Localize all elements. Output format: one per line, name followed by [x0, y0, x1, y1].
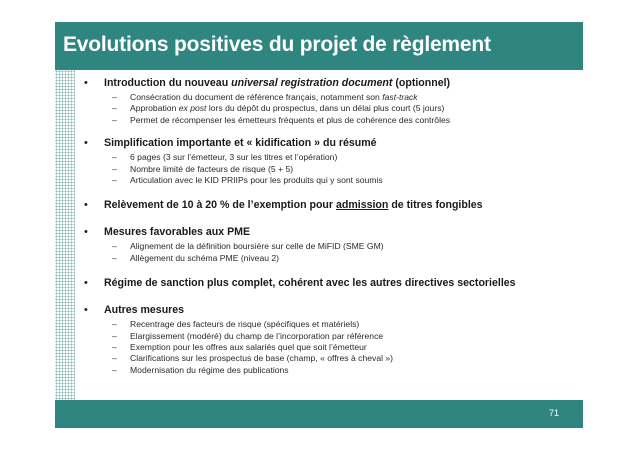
item-heading: Autres mesures: [104, 304, 185, 317]
item-heading: Régime de sanction plus complet, cohérent avec les autres directives sectorielles: [104, 277, 516, 290]
item-heading: [104, 198, 584, 213]
list-item: [84, 136, 584, 186]
bullet-icon: •: [84, 77, 88, 89]
slide-title: Evolutions positives du projet de règlement: [63, 33, 491, 56]
dash-icon: –: [112, 92, 117, 102]
sub-item: [104, 164, 584, 175]
bullet-icon: •: [84, 226, 88, 239]
heading-text: Relèvement de 10 à 20 % de l’exemption pour: [104, 199, 336, 212]
sub-text: lors du dépôt du prospectus, dans un délai plus court (5 jours): [206, 103, 445, 114]
sub-item: [104, 365, 584, 376]
title-bar: [55, 22, 583, 70]
dash-icon: –: [112, 353, 117, 364]
content: [84, 76, 584, 376]
bullet-icon: •: [84, 277, 88, 290]
sub-item: [104, 175, 584, 186]
sub-item: [104, 152, 584, 163]
sub-emphasis: fast-track: [382, 92, 418, 102]
sub-text: Modernisation du régime des publications: [130, 364, 289, 375]
heading-text: de titres fongibles: [388, 199, 483, 212]
sub-text: Exemption pour les offres aux salariés quel que soit l’émetteur: [130, 342, 367, 353]
list-item: [84, 276, 584, 291]
dash-icon: –: [112, 241, 117, 252]
dash-icon: –: [112, 330, 117, 341]
sub-item: [104, 92, 584, 103]
sub-item: [104, 319, 584, 330]
list-item: [84, 303, 584, 376]
page-number: 71: [548, 408, 559, 418]
sub-text: Consécration du document de référence français, notamment son: [130, 92, 383, 102]
sub-text: Alignement de la définition boursière sur celle de MiFID (SME GM): [130, 241, 384, 252]
sub-emphasis: ex post: [178, 103, 207, 114]
dash-icon: –: [112, 163, 117, 174]
dash-icon: –: [112, 152, 117, 163]
dotted-pattern-decoration: [55, 70, 75, 400]
sub-item: [104, 241, 584, 252]
heading-emphasis: universal registration document: [231, 77, 393, 89]
sub-text: Elargissement (modéré) du champ de l’incorporation par référence: [130, 330, 384, 341]
sub-item: [104, 331, 584, 342]
sub-item: [104, 103, 584, 114]
sub-text: Recentrage des facteurs de risque (spécifiques et matériels): [130, 319, 360, 330]
sub-text: Clarifications sur les prospectus de base (champ, « offres à cheval »): [130, 353, 394, 364]
dash-icon: –: [112, 252, 117, 263]
sub-text: Allègement du schéma PME (niveau 2): [130, 252, 280, 263]
sub-text: Approbation: [130, 103, 179, 114]
heading-underlined: admission: [335, 199, 389, 212]
sub-item: [104, 353, 584, 364]
dash-icon: –: [112, 114, 117, 125]
bullet-icon: •: [84, 137, 88, 150]
bullet-icon: •: [84, 304, 88, 317]
dash-icon: –: [112, 319, 117, 330]
heading-text: Introduction du nouveau: [104, 77, 232, 89]
sub-item: [104, 253, 584, 264]
footer-bar: [55, 400, 583, 428]
bullet-icon: •: [84, 199, 88, 212]
dash-icon: –: [112, 364, 117, 375]
list-item: [84, 225, 584, 264]
sub-item: [104, 342, 584, 353]
sub-text: 6 pages (3 sur l’émetteur, 3 sur les titres et l’opération): [130, 152, 338, 163]
dash-icon: –: [112, 342, 117, 353]
sub-text: Nombre limité de facteurs de risque (5 + 5): [130, 163, 294, 174]
dash-icon: –: [112, 103, 117, 114]
sub-text: Permet de récompenser les émetteurs fréquents et plus de cohérence des contrôles: [130, 114, 451, 125]
sub-text: Articulation avec le KID PRIIPs pour les produits qui y sont soumis: [130, 175, 383, 186]
sub-item: [104, 115, 584, 126]
list-item: [84, 76, 584, 126]
heading-text: (optionnel): [392, 77, 451, 89]
list-item: [84, 198, 584, 213]
item-heading: Simplification importante et « kidification » du résumé: [104, 137, 377, 150]
item-heading: Mesures favorables aux PME: [104, 226, 251, 239]
item-heading: [104, 76, 584, 91]
dash-icon: –: [112, 175, 117, 186]
